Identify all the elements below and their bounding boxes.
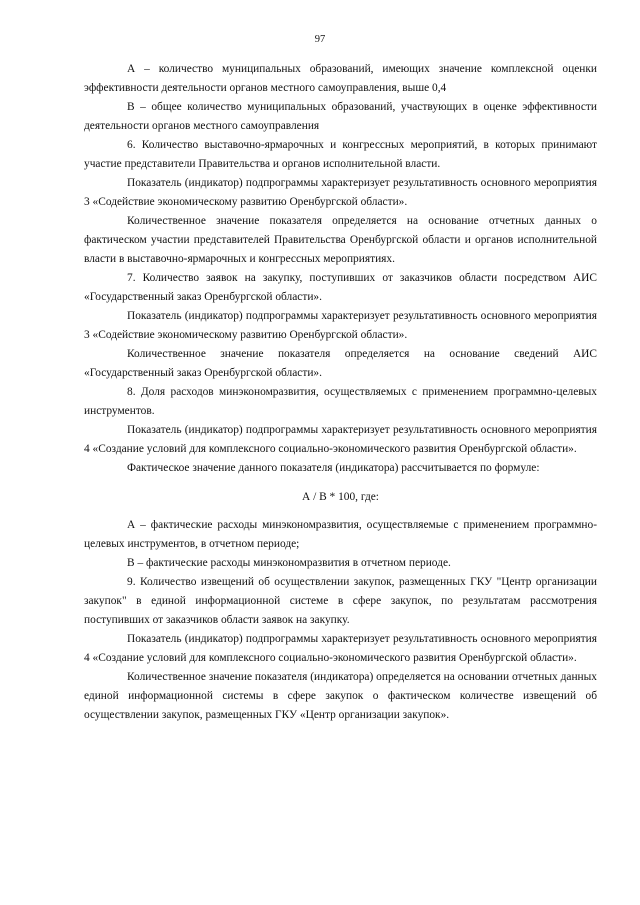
paragraph: Количественное значение показателя определяется на основание сведений АИС «Государственный заказ Оренбургской области». [84, 348, 597, 379]
paragraph: 7. Количество заявок на закупку, поступивших от заказчиков области посредством АИС «Государственный заказ Оренбургской области». [84, 272, 597, 303]
paragraph: А – количество муниципальных образований, имеющих значение комплексной оценки эффективности деятельности органов местного самоуправления, выше 0,4 [84, 63, 597, 94]
paragraph: А – фактические расходы минэкономразвития, осуществляемые с применением программно-целевых инструментов, в отчетном периоде; [84, 519, 597, 550]
paragraph: В – фактические расходы минэкономразвития в отчетном периоде. [127, 557, 451, 569]
formula: А / В * 100, где: [302, 491, 379, 503]
paragraph: Показатель (индикатор) подпрограммы характеризует результативность основного мероприятия 4 «Создание условий для комплексного социально-экономического развития Оренбургской области». [84, 424, 597, 455]
paragraph: 9. Количество извещений об осуществлении закупок, размещенных ГКУ "Центр организации закупок" в единой информационной системе в сфере закупок, по результатам рассмотрения поступивших от заказчиков области заявок на закупку. [84, 576, 597, 626]
paragraph: Фактическое значение данного показателя (индикатора) рассчитывается по формуле: [127, 462, 540, 474]
paragraph: Показатель (индикатор) подпрограммы характеризует результативность основного мероприятия 3 «Содействие экономическому развитию Оренбургской области». [84, 177, 597, 208]
paragraph: Количественное значение показателя определяется на основание отчетных данных о фактическом участии представителей Правительства Оренбургской области и органов исполнительной власти в выставочно-ярмарочных и конгрессных мероприятиях. [84, 215, 597, 265]
page-number: 97 [314, 34, 326, 45]
paragraph: Показатель (индикатор) подпрограммы характеризует результативность основного мероприятия 4 «Создание условий для комплексного социально-экономического развития Оренбургской области». [84, 633, 597, 664]
paragraph: 8. Доля расходов минэкономразвития, осуществляемых с применением программно-целевых инструментов. [84, 386, 597, 417]
paragraph: 6. Количество выставочно-ярмарочных и конгрессных мероприятий, в которых принимают участие представители Правительства и органов исполнительной власти. [84, 139, 597, 170]
document-body [84, 60, 597, 725]
paragraph: Количественное значение показателя (индикатора) определяется на основании отчетных данных единой информационной системы в сфере закупок о фактическом количестве извещений об осуществлении закупок, размещенных ГКУ «Центр организации закупок». [84, 671, 597, 721]
paragraph: Показатель (индикатор) подпрограммы характеризует результативность основного мероприятия 3 «Содействие экономическому развитию Оренбургской области». [84, 310, 597, 341]
paragraph: В – общее количество муниципальных образований, участвующих в оценке эффективности деятельности органов местного самоуправления [84, 101, 597, 132]
